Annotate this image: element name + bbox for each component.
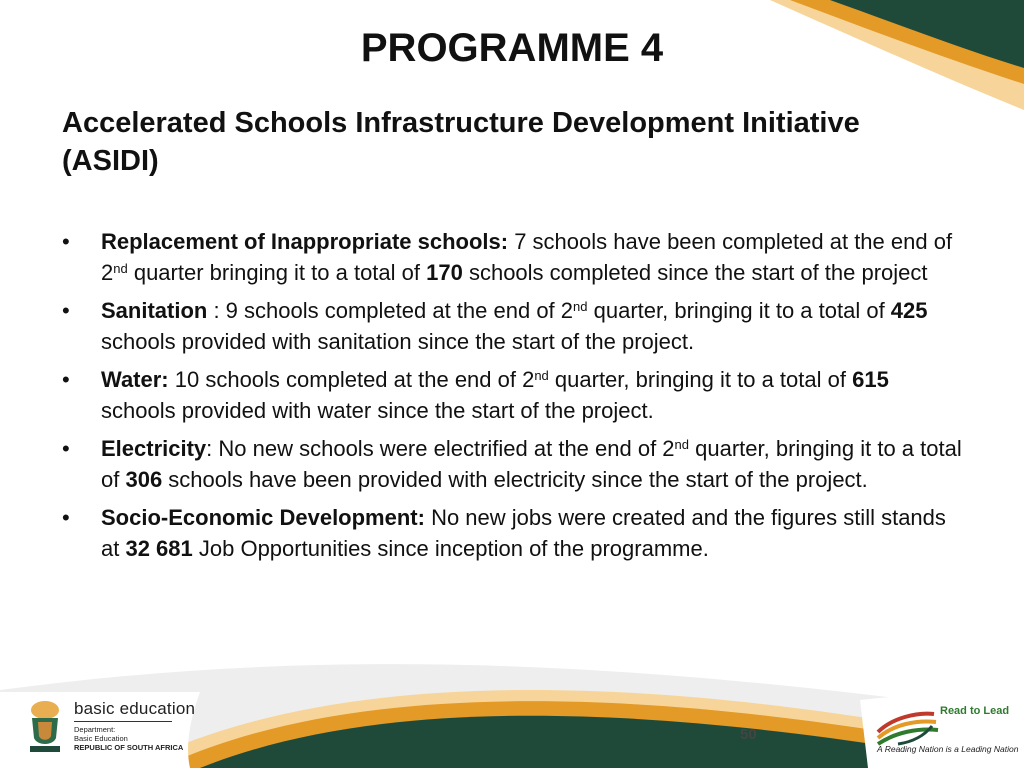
bullet-sup: nd <box>573 299 588 314</box>
coat-of-arms-icon <box>20 696 70 756</box>
bullet-label: Electricity <box>101 436 207 461</box>
bullet-list <box>62 226 962 571</box>
department-line-1: Department: <box>74 725 116 734</box>
department-divider <box>74 721 172 722</box>
bullet-text: No new jobs were created and the figures still stands at <box>101 505 946 561</box>
bullet-text: quarter, bringing it to a total of <box>587 298 891 323</box>
bullet-text: 10 schools completed at the end of 2 <box>168 367 535 392</box>
read-to-lead-title: Read to Lead <box>940 705 1010 717</box>
bullet-sup: nd <box>534 368 549 383</box>
bullet-label: Socio-Economic Development: <box>101 505 425 530</box>
bullet-symbol: • <box>62 298 70 323</box>
read-to-lead-tagline: A Reading Nation is a Leading Nation <box>877 744 1019 754</box>
bullet-symbol: • <box>62 367 70 392</box>
bullet-text: schools have been provided with electricity since the start of the project. <box>162 467 868 492</box>
bullet-number: 32 681 <box>125 536 193 561</box>
bullet-number: 306 <box>125 467 163 492</box>
bullet-symbol: • <box>62 505 70 530</box>
bullet-item <box>62 226 962 288</box>
bullet-text: quarter, bringing it to a total of <box>101 436 962 492</box>
bullet-label: Sanitation <box>101 298 208 323</box>
department-line-3: REPUBLIC OF SOUTH AFRICA <box>74 743 184 752</box>
department-name: basic education <box>74 699 196 718</box>
slide-subtitle: Accelerated Schools Infrastructure Development Initiative (ASIDI) <box>62 107 860 177</box>
bullet-item <box>62 502 962 564</box>
bullet-item <box>62 364 962 426</box>
bullet-text: : No new schools were electrified at the end of 2 <box>206 436 675 461</box>
page-number: 50 <box>740 726 757 743</box>
bullet-symbol: • <box>62 229 70 254</box>
bullet-number: 170 <box>426 260 463 285</box>
bullet-label: Water: <box>101 367 169 392</box>
bullet-sup: nd <box>674 437 690 452</box>
bullet-symbol: • <box>62 436 70 461</box>
department-line-2: Basic Education <box>74 734 128 743</box>
bullet-text: quarter, bringing it to a total of <box>548 367 853 392</box>
bullet-label: Replacement of Inappropriate schools: <box>101 229 509 254</box>
bullet-text: quarter bringing it to a total of <box>127 260 427 285</box>
bullet-item <box>62 433 962 495</box>
slide-title: PROGRAMME 4 <box>360 26 664 70</box>
bullet-sup: nd <box>113 261 128 276</box>
bullet-item <box>62 295 962 357</box>
bullet-text: schools provided with water since the start of the project. <box>101 398 654 423</box>
bullet-text: 7 schools have been completed at the end of 2 <box>101 229 953 285</box>
bullet-text: : 9 schools completed at the end of 2 <box>207 298 574 323</box>
bullet-number: 615 <box>852 367 889 392</box>
bullet-text: Job Opportunities since inception of the programme. <box>192 536 709 561</box>
bullet-number: 425 <box>890 298 928 323</box>
bullet-text: schools provided with sanitation since the start of the project. <box>101 329 695 354</box>
bullet-text: schools completed since the start of the project <box>462 260 928 285</box>
